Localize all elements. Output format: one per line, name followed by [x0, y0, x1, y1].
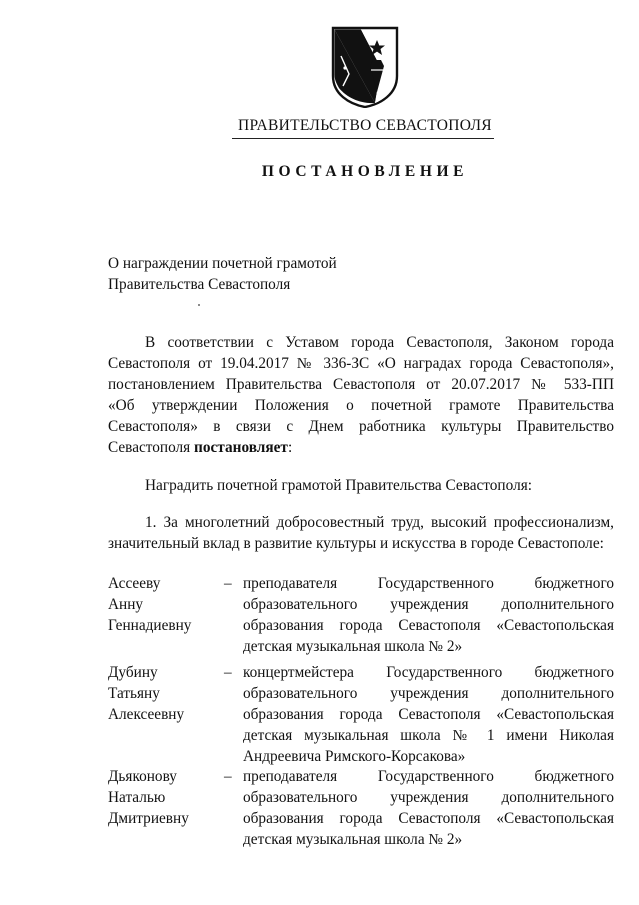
preamble-line: В соответствии с Уставом города Севастополя, Законом города: [145, 334, 614, 351]
description-line: концертмейстера Государственного бюджетного: [243, 664, 614, 681]
awardee-patronymic: Дмитриевну: [108, 810, 189, 827]
header-divider: [232, 138, 494, 139]
description-line: образовательного учреждения дополнительного: [243, 789, 614, 806]
resolution-keyword: постановляет: [194, 439, 288, 456]
document-type-heading: ПОСТАНОВЛЕНИЕ: [261, 163, 469, 180]
item-1-line-1: 1. За многолетний добросовестный труд, высокий профессионализм,: [145, 514, 614, 531]
document-subject: [108, 253, 337, 295]
preamble-paragraph: [108, 332, 614, 458]
preamble-line: Севастополя» в связи с Днем работника культуры Правительство: [108, 418, 614, 435]
awardee-first-name: Татьяну: [108, 685, 160, 702]
awardee-patronymic: Алексеевну: [108, 706, 185, 723]
subject-line-2: Правительства Севастополя: [108, 276, 291, 293]
preamble-colon: :: [287, 439, 293, 456]
awardee-dash: –: [224, 575, 232, 592]
description-line: образования города Севастополя «Севастопольская: [243, 810, 614, 827]
awardee-name: [108, 662, 218, 725]
government-name: ПРАВИТЕЛЬСТВО СЕВАСТОПОЛЯ: [238, 117, 492, 134]
description-line: образования города Севастополя «Севастопольская: [243, 706, 614, 723]
item-1-line-2: значительный вклад в развитие культуры и искусства в городе Севастополе:: [108, 535, 604, 552]
subject-line-1: О награждении почетной грамотой: [108, 255, 337, 272]
description-line: Андреевича Римского-Корсакова»: [243, 748, 466, 765]
scan-speck: [198, 304, 200, 306]
awardee-description: [243, 573, 614, 657]
description-line: преподавателя Государственного бюджетного: [243, 768, 614, 785]
item-1-paragraph: [108, 512, 614, 554]
preamble-line: «Об утверждении Положения о почетной грамоте Правительства: [108, 397, 614, 414]
decision-paragraph: [108, 475, 614, 496]
description-line: образовательного учреждения дополнительного: [243, 685, 614, 702]
awardee-description: [243, 766, 614, 850]
awardee-dash: –: [224, 664, 232, 681]
description-line: образования города Севастополя «Севастопольская: [243, 617, 614, 634]
preamble-line: Севастополя от 19.04.2017 № 336-ЗС «О наградах города Севастополя»,: [108, 355, 614, 372]
awardee-name: [108, 766, 218, 829]
description-line: детская музыкальная школа № 2»: [243, 831, 463, 848]
awardee-patronymic: Геннадиевну: [108, 617, 192, 634]
awardee-description: [243, 662, 614, 767]
preamble-last-text: Севастополя: [108, 439, 195, 456]
awardee-first-name: Наталью: [108, 789, 166, 806]
awardee-dash: –: [224, 768, 232, 785]
awardee-surname: Дьяконову: [108, 768, 177, 785]
description-line: образовательного учреждения дополнительного: [243, 596, 614, 613]
sevastopol-coat-of-arms-icon: [331, 26, 399, 108]
awardee-first-name: Анну: [108, 596, 144, 613]
description-line: преподавателя Государственного бюджетного: [243, 575, 614, 592]
description-line: детская музыкальная школа № 1 имени Николая: [243, 727, 614, 744]
awardee-surname: Дубину: [108, 664, 158, 681]
preamble-last-line: [108, 437, 614, 458]
awardee-surname: Ассееву: [108, 575, 161, 592]
decision-line: Наградить почетной грамотой Правительства Севастополя:: [145, 477, 532, 494]
preamble-line: постановлением Правительства Севастополя от 20.07.2017 № 533-ПП: [108, 376, 614, 393]
awardee-name: [108, 573, 218, 636]
description-line: детская музыкальная школа № 2»: [243, 638, 463, 655]
